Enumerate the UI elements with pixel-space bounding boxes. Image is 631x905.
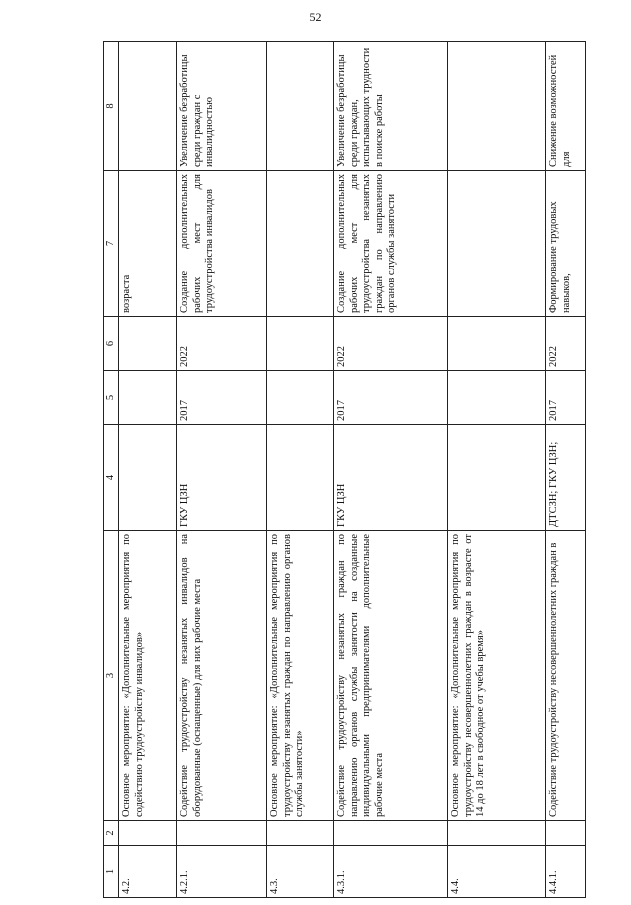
row-activity: Содействие трудоустройству несовершеннолетних граждан в (546, 531, 586, 821)
col-num-3: 3 (104, 531, 119, 821)
row-activity: Содействие трудоустройству незанятых граждан по направлению органов службы занятости на созданные индивидуальными предпринимателями дополнительные рабочие места (334, 531, 448, 821)
page-number: 52 (309, 10, 322, 24)
row-activity: Содействие трудоустройству незанятых инвалидов на оборудованные (оснащенные) для них рабочие места (177, 531, 267, 821)
row-end-year (448, 317, 546, 371)
col-num-7: 7 (104, 171, 119, 317)
row-activity: Основное мероприятие: «Дополнительные мероприятия по трудоустройству незанятых граждан по направлению органов службы занятости» (267, 531, 334, 821)
row-executor: ГКУ ЦЗН (177, 425, 267, 531)
row-end-year (119, 317, 177, 371)
row-start-year (267, 371, 334, 425)
row-start-year: 2017 (177, 371, 267, 425)
row-col2 (448, 821, 546, 846)
table-row (177, 42, 267, 898)
table-row (267, 42, 334, 898)
table-row (119, 42, 177, 898)
row-result: возраста (119, 171, 177, 317)
table-row (334, 42, 448, 898)
row-effect (267, 42, 334, 171)
row-number: 4.4.1. (546, 846, 586, 898)
row-start-year: 2017 (334, 371, 448, 425)
row-col2 (119, 821, 177, 846)
row-number: 4.4. (448, 846, 546, 898)
table-row (448, 42, 546, 898)
rotated-table-container (103, 42, 625, 898)
col-num-2: 2 (104, 821, 119, 846)
column-number-row (104, 42, 119, 898)
row-result: Создание дополнительных рабочих мест для трудоустройства незанятых граждан по направлению органов службы занятости (334, 171, 448, 317)
col-num-8: 8 (104, 42, 119, 171)
row-executor (448, 425, 546, 531)
row-effect: Увеличение безработицы среди граждан с инвалидностью (177, 42, 267, 171)
row-col2 (546, 821, 586, 846)
row-executor (267, 425, 334, 531)
row-effect (119, 42, 177, 171)
row-result: Создание дополнительных рабочих мест для трудоустройства инвалидов (177, 171, 267, 317)
row-number: 4.2. (119, 846, 177, 898)
row-start-year: 2017 (546, 371, 586, 425)
row-effect: Снижение возможностей для (546, 42, 586, 171)
col-num-5: 5 (104, 371, 119, 425)
row-executor: ГКУ ЦЗН (334, 425, 448, 531)
row-effect: Увеличение безработицы среди граждан, испытывающих трудности в поиске работы (334, 42, 448, 171)
row-end-year (267, 317, 334, 371)
col-num-4: 4 (104, 425, 119, 531)
row-number: 4.3.1. (334, 846, 448, 898)
row-effect (448, 42, 546, 171)
row-col2 (267, 821, 334, 846)
col-num-1: 1 (104, 846, 119, 898)
row-number: 4.3. (267, 846, 334, 898)
row-start-year (119, 371, 177, 425)
program-table (103, 41, 586, 898)
row-activity: Основное мероприятие: «Дополнительные мероприятия по содействию трудоустройству инвалидов» (119, 531, 177, 821)
row-executor: ДТСЗН; ГКУ ЦЗН; (546, 425, 586, 531)
row-start-year (448, 371, 546, 425)
row-result (448, 171, 546, 317)
row-executor (119, 425, 177, 531)
table-row (546, 42, 586, 898)
row-end-year: 2022 (177, 317, 267, 371)
row-col2 (334, 821, 448, 846)
row-result (267, 171, 334, 317)
row-result: Формирование трудовых навыков, (546, 171, 586, 317)
row-end-year: 2022 (334, 317, 448, 371)
row-number: 4.2.1. (177, 846, 267, 898)
row-end-year: 2022 (546, 317, 586, 371)
row-activity: Основное мероприятие: «Дополнительные мероприятия по трудоустройству несовершеннолетних граждан в возрасте от 14 до 18 лет в свободное от учебы время» (448, 531, 546, 821)
col-num-6: 6 (104, 317, 119, 371)
row-col2 (177, 821, 267, 846)
